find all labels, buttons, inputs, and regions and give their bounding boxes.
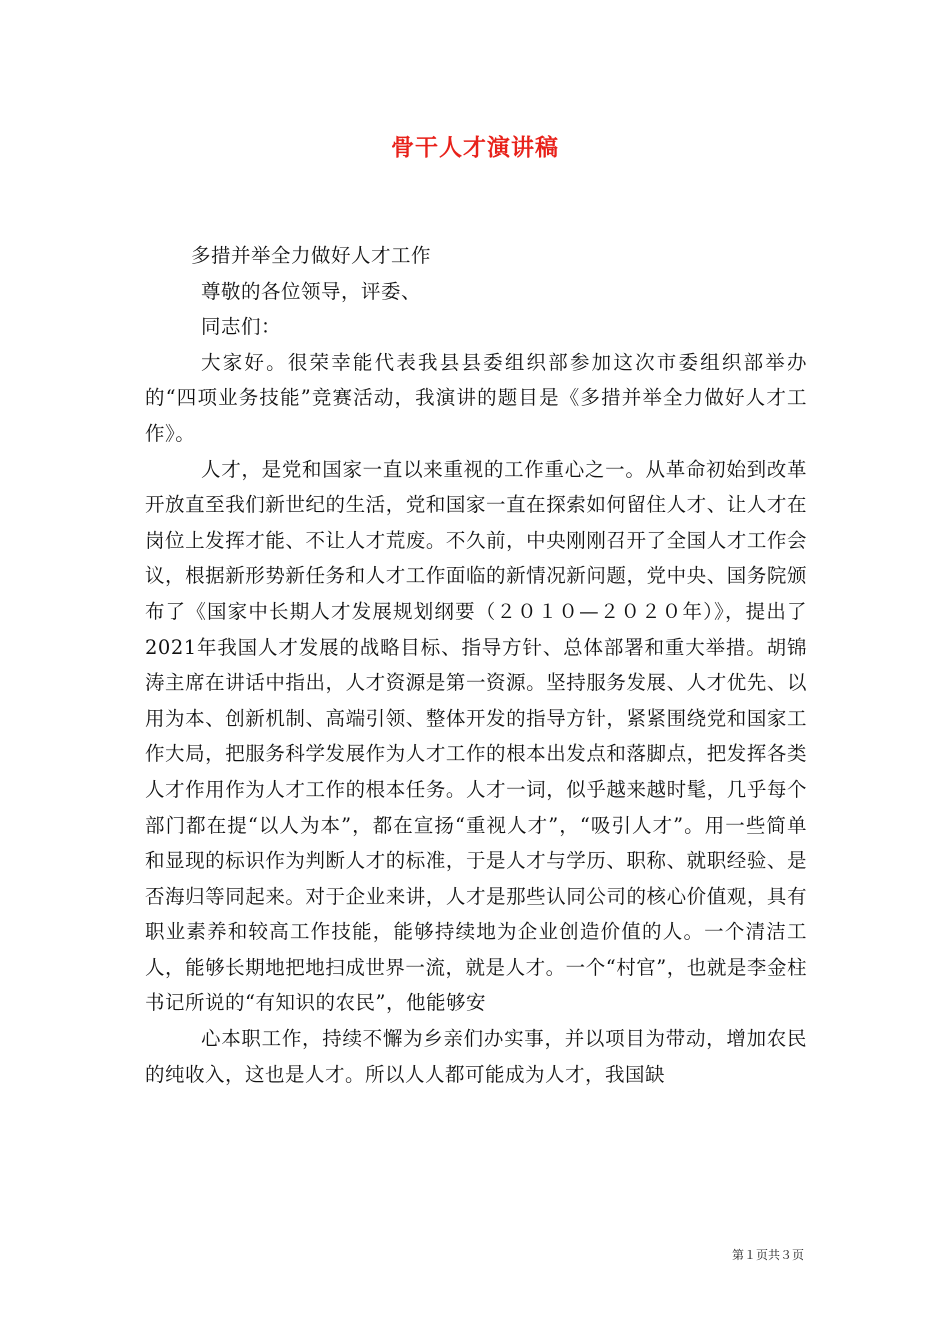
paragraph-talent-policy: 人才，是党和国家一直以来重视的工作重心之一。从革命初始到改革开放直至我们新世纪的生活，党和国家一直在探索如何留住人才、让人才在岗位上发挥才能、不让人才荒废。不久前，中央刚刚召开了全国人才工作会议，根据新形势新任务和人才工作面临的新情况新问题，党中央、国务院颁布了《国家中长期人才发展规划纲要（２０１０—２０２０年）》，提出了2021年我国人才发展的战略目标、指导方针、总体部署和重大举措。胡锦涛主席在讲话中指出，人才资源是第一资源。坚持服务发展、人才优先、以用为本、创新机制、高端引领、整体开发的指导方针，紧紧围绕党和国家工作大局，把服务科学发展作为人才工作的根本出发点和落脚点，把发挥各类人才作用作为人才工作的根本任务。人才一词，似乎越来越时髦，几乎每个部门都在提“以人为本”，都在宣扬“重视人才”，“吸引人才”。用一些简单和显现的标识作为判断人才的标准，于是人才与学历、职称、就职经验、是否海归等同起来。对于企业来讲，人才是那些认同公司的核心价值观，具有职业素养和较高工作技能，能够持续地为企业创造价值的人。一个清洁工人，能够长期地把地扫成世界一流，就是人才。一个“村官”，也就是李金柱书记所说的“有知识的农民”，他能够安 (145, 457, 807, 1015)
paragraph-continued: 心本职工作，持续不懈为乡亲们办实事，并以项目为带动，增加农民的纯收入，这也是人才。所以人人都可能成为人才，我国缺 (145, 1027, 807, 1086)
salutation-line-2: 同志们： (201, 315, 282, 339)
paragraph-opening: 大家好。很荣幸能代表我县县委组织部参加这次市委组织部举办的“四项业务技能”竞赛活动，我演讲的题目是《多措并举全力做好人才工作》。 (145, 350, 807, 445)
document-body (145, 238, 807, 1092)
page-number: 第１页共３页 (731, 1248, 804, 1262)
speech-subtitle: 多措并举全力做好人才工作 (191, 244, 432, 267)
document-title: 骨干人才演讲稿 (391, 134, 559, 161)
salutation-line-1: 尊敬的各位领导，评委、 (201, 279, 422, 303)
